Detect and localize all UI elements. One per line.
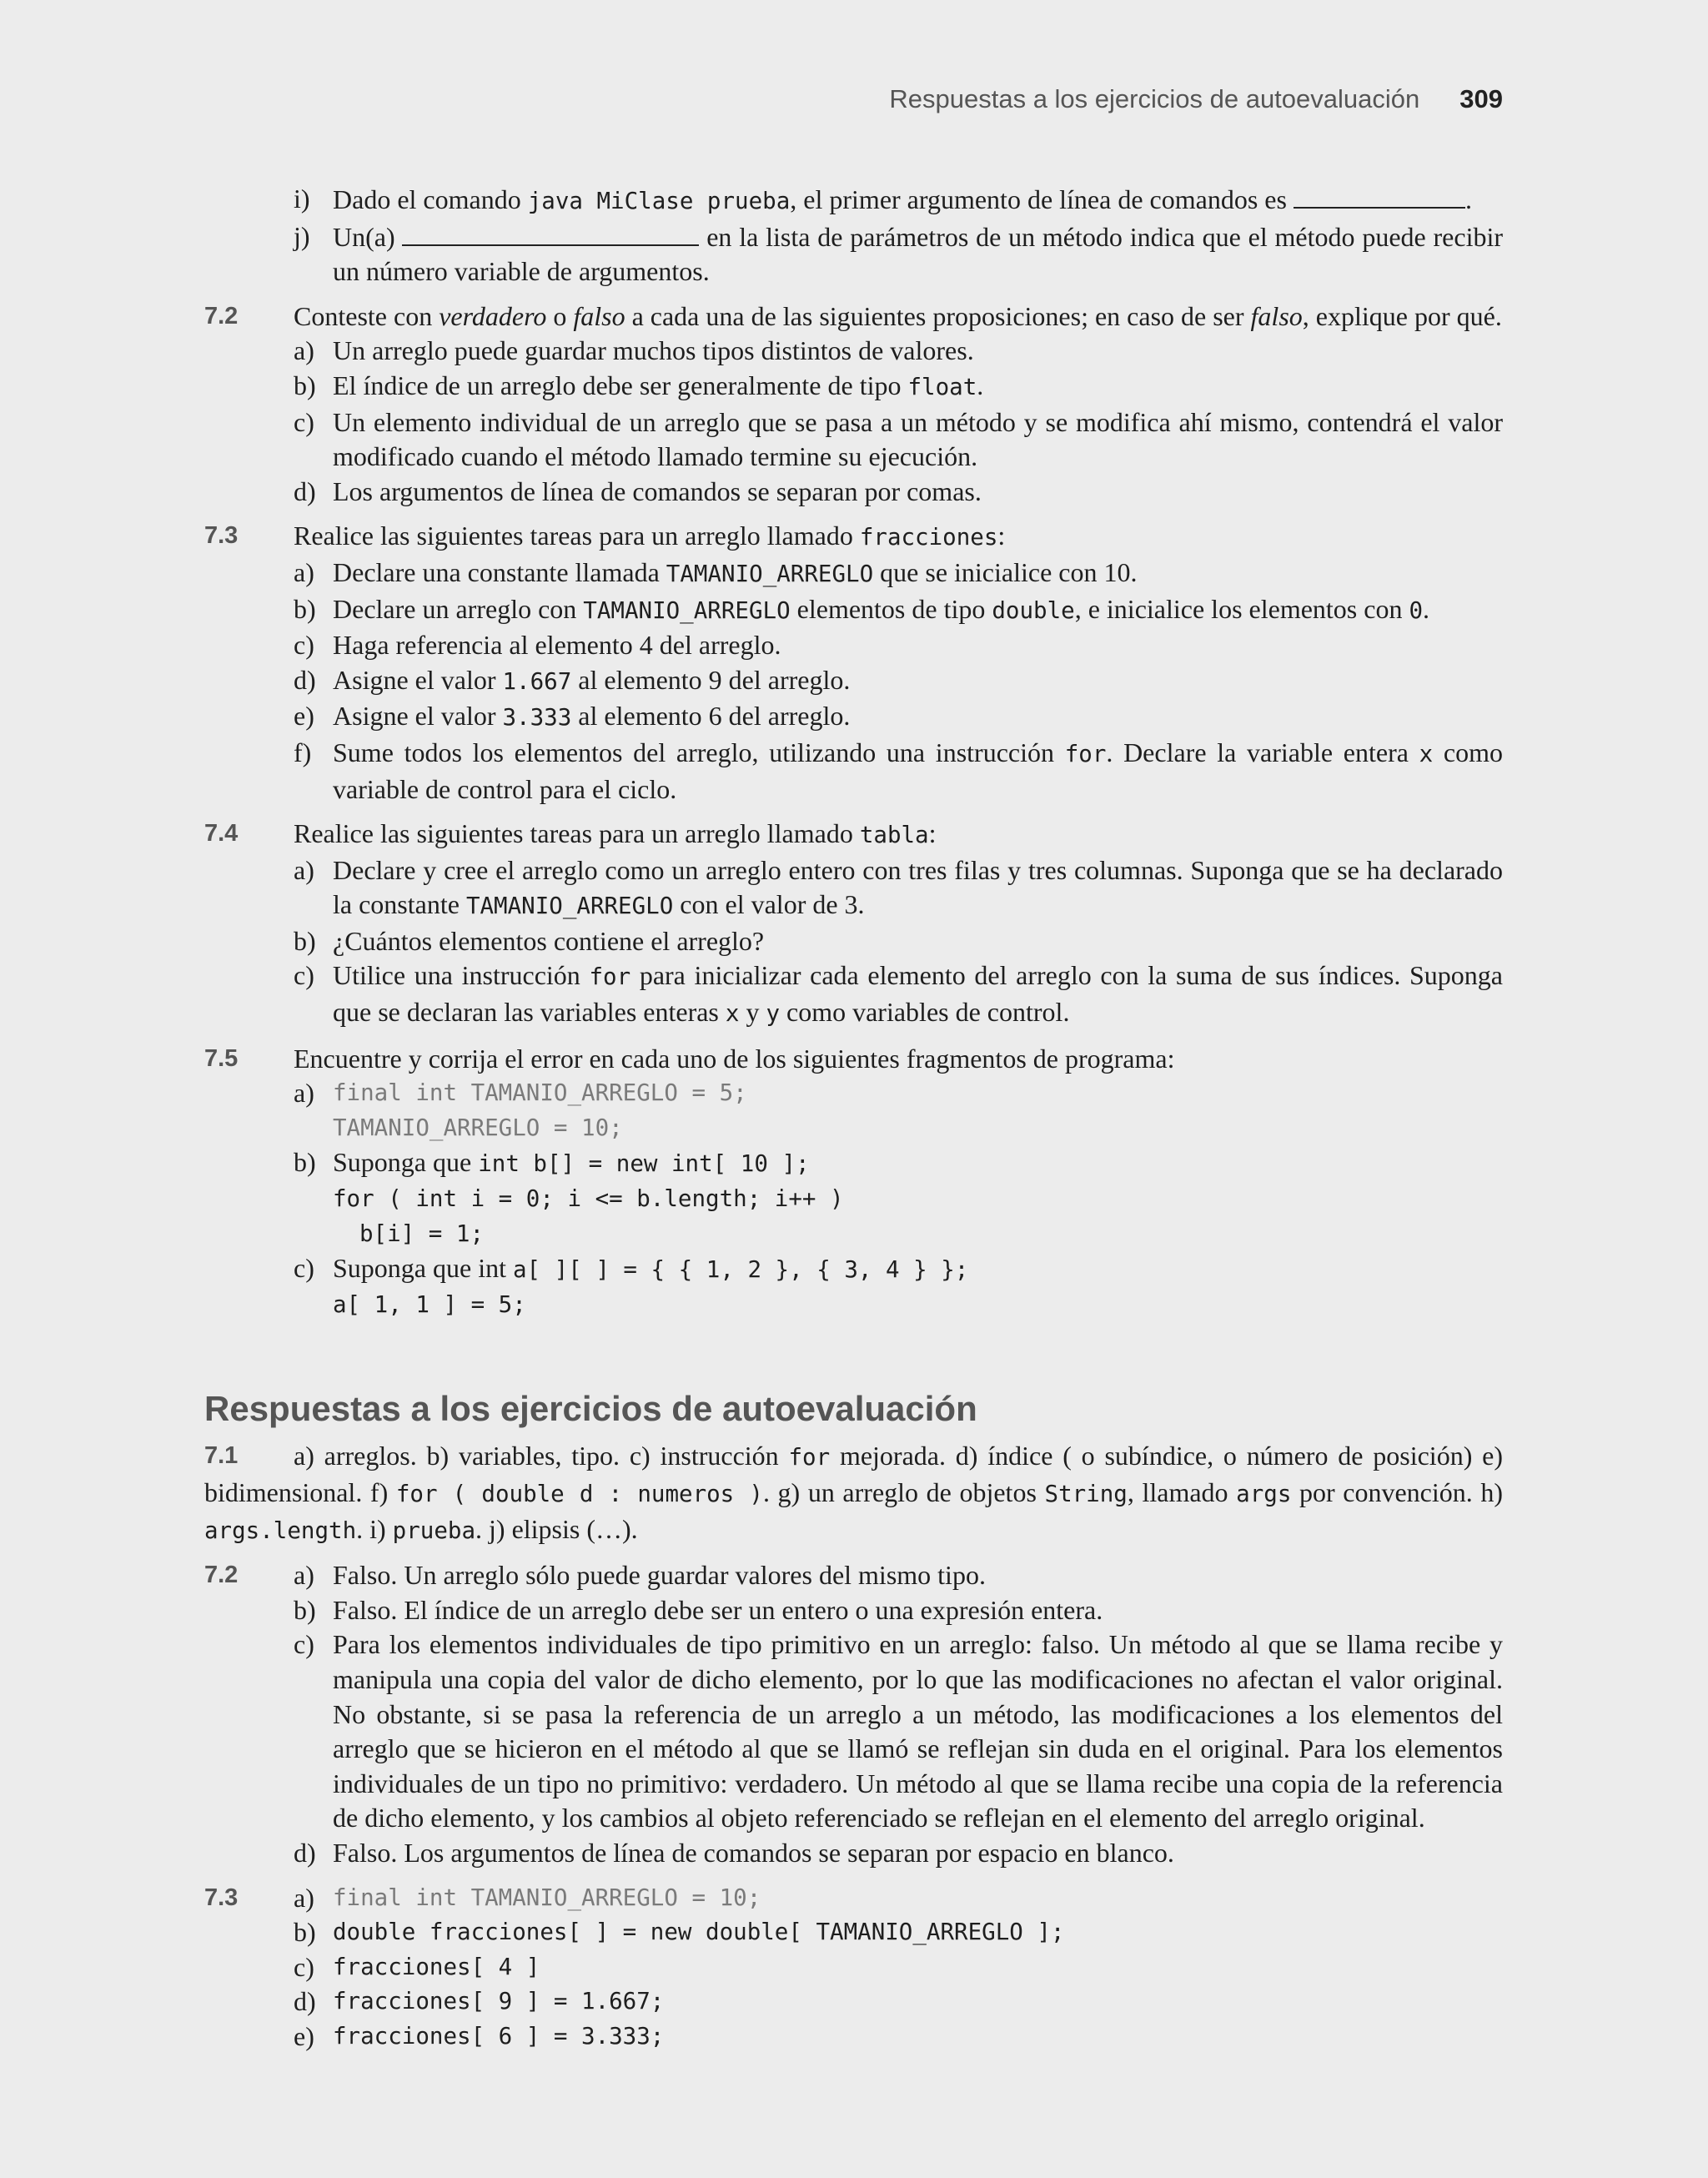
item-text: Falso. El índice de un arreglo debe ser un entero o una expresión entera. — [333, 1594, 1103, 1625]
exercise-number: 7.2 — [204, 302, 239, 329]
text-run: , el primer argumento de línea de comandos es — [790, 184, 1294, 214]
code-line: for ( int i = 0; i <= b.length; i++ ) — [333, 1185, 844, 1213]
exercise-prompt — [294, 817, 1503, 853]
item-label: b) — [294, 593, 316, 624]
exercise-number: 7.1 — [204, 1442, 239, 1470]
emphasis: falso — [1250, 300, 1303, 331]
answer-7-2 — [204, 1558, 1503, 1870]
answer-blank — [1294, 182, 1465, 209]
answer-item-c — [294, 1950, 1503, 1985]
text-run: y — [739, 997, 766, 1028]
answer-7-1 — [204, 1439, 1503, 1548]
text-run: Declare una constante llamada — [333, 556, 666, 587]
item-label: c) — [294, 960, 314, 991]
code-line: double fracciones[ ] = new double[ TAMANIO_ARREGLO ]; — [333, 1919, 1065, 1946]
item-label: a) — [294, 1560, 314, 1591]
text-run: . g) un arreglo de objetos — [762, 1477, 1045, 1507]
item-text: Haga referencia al elemento 4 del arreglo. — [333, 630, 781, 661]
item-text — [333, 219, 1503, 289]
text-run: Dado el comando — [333, 184, 528, 214]
item-label: d) — [294, 1837, 316, 1868]
exercise-item-a — [294, 1076, 1503, 1145]
exercise-number: 7.4 — [204, 820, 239, 848]
code-snippet: x — [725, 1000, 740, 1028]
text-run: Suponga que int — [333, 1253, 513, 1284]
code-snippet: tabla — [859, 822, 929, 849]
item-text — [333, 1145, 1503, 1251]
header-title: Respuestas a los ejercicios de autoevaluación — [889, 84, 1420, 113]
code-snippet: for — [589, 963, 631, 991]
item-label: a) — [294, 335, 314, 366]
answer-7-3 — [204, 1881, 1503, 2055]
code-snippet: for ( double d : numeros ) — [395, 1481, 763, 1507]
answer-item-a — [294, 1881, 1503, 1916]
text-run: en la lista de parámetros de un método indica que el método puede recibir un número variable de argumentos. — [333, 221, 1504, 287]
code-line: fracciones[ 9 ] = 1.667; — [333, 1988, 665, 2015]
exercise-item-c — [294, 1251, 1503, 1322]
answer-item-b — [294, 1593, 1503, 1628]
code-snippet: float — [907, 373, 977, 400]
item-text: Para los elementos individuales de tipo primitivo en un arreglo: falso. Un método al que se llama recibe y manipula una copia del valor de dicho elemento, por lo que las modificaciones no afectan el valor original. No obstante, si se pasa la referencia de un arreglo a un método, las modificaciones a los elementos del arreglo que se hicieron en el método al que se llamó se reflejan sin duda en el original. Para los elementos individuales de un tipo no primitivo: verdadero. Un método al que se llama recibe una copia de la referencia de dicho elemento, y los cambios al objeto referenciado se reflejan en el elemento del arreglo original. — [333, 1629, 1503, 1833]
text-run: Declare un arreglo con — [333, 593, 584, 624]
page-number: 309 — [1459, 84, 1503, 113]
item-text: Falso. Los argumentos de línea de comandos se separan por espacio en blanco. — [333, 1837, 1174, 1868]
code-line: b[i] = 1; — [359, 1220, 485, 1247]
exercise-item-d — [294, 475, 1503, 510]
exercise-item-b — [294, 592, 1503, 629]
text-run: Asigne el valor — [333, 701, 503, 732]
code-line: fracciones[ 6 ] = 3.333; — [333, 2022, 665, 2050]
code-snippet: TAMANIO_ARREGLO — [465, 893, 674, 920]
item-text — [333, 556, 1503, 592]
item-label: c) — [294, 1951, 314, 1982]
exercise-item-f — [294, 736, 1503, 807]
item-label: b) — [294, 1917, 316, 1948]
text-run: como variable de control para el ciclo. — [333, 737, 1504, 804]
code-snippet: x — [1419, 740, 1434, 767]
code-snippet: TAMANIO_ARREGLO — [583, 596, 791, 624]
item-label: i) — [294, 184, 310, 214]
code-snippet: 3.333 — [502, 704, 572, 732]
item-text: ¿Cuántos elementos contiene el arreglo? — [333, 925, 765, 956]
code-line: final int TAMANIO_ARREGLO = 10; — [333, 1884, 761, 1911]
exercise-number: 7.3 — [204, 522, 239, 550]
code-snippet: for — [1064, 740, 1107, 767]
code-snippet: args.length — [204, 1517, 357, 1544]
item-label: b) — [294, 1594, 316, 1625]
text-run: Declare y cree el arreglo como un arreglo entero con tres filas y tres columnas. Suponga que se ha declarado la constante — [333, 854, 1503, 920]
emphasis: falso — [573, 300, 625, 331]
exercise-7-1-continued — [204, 182, 1503, 289]
answer-item-e — [294, 2020, 1503, 2055]
code-snippet: for — [788, 1444, 831, 1471]
item-label: f) — [294, 737, 312, 767]
text-run: Asigne el valor — [333, 664, 503, 695]
item-label: b) — [294, 370, 316, 400]
item-label: e) — [294, 2020, 314, 2051]
item-label: d) — [294, 475, 316, 506]
text-run: . — [1423, 593, 1430, 624]
item-label: j) — [294, 220, 310, 251]
emphasis: verdadero — [439, 300, 547, 331]
item-label: b) — [294, 925, 316, 956]
item-text — [333, 1251, 1503, 1322]
exercise-item-d — [294, 663, 1503, 700]
code-snippet: a[ ][ ] = { { 1, 2 }, { 3, 4 } }; — [512, 1256, 969, 1284]
item-label: c) — [294, 406, 314, 437]
text-run: . i) — [356, 1513, 393, 1544]
exercise-item-a — [294, 853, 1503, 924]
text-run: Conteste con — [294, 300, 440, 331]
exercise-item-c — [294, 958, 1503, 1031]
item-label: c) — [294, 630, 314, 661]
text-run: . — [1464, 184, 1472, 214]
text-run: El índice de un arreglo debe ser generalmente de tipo — [333, 370, 908, 400]
exercise-item-c — [294, 405, 1503, 475]
code-line — [333, 1145, 1503, 1182]
item-label: d) — [294, 1986, 316, 2017]
running-header — [889, 82, 1503, 117]
code-snippet: args — [1236, 1481, 1292, 1507]
exercise-item-j — [294, 219, 1503, 289]
text-run: , llamado — [1127, 1477, 1237, 1507]
exercise-item-c — [294, 628, 1503, 663]
code-snippet: 1.667 — [502, 667, 572, 695]
item-text — [333, 736, 1503, 807]
item-label: a) — [294, 1078, 314, 1109]
exercise-number: 7.5 — [204, 1044, 239, 1072]
text-run: , e inicialice los elementos con — [1074, 593, 1409, 624]
exercise-number: 7.2 — [204, 1562, 239, 1589]
exercise-item-a — [294, 334, 1503, 369]
item-label: a) — [294, 854, 314, 885]
exercise-item-a — [294, 556, 1503, 592]
text-run: mejorada. d) índice ( o subíndice, o número de posición) e) bidimensional. f) — [204, 1441, 1504, 1507]
text-run: a cada una de las siguientes proposiciones; en caso de ser — [625, 300, 1251, 331]
item-text: Los argumentos de línea de comandos se separan por comas. — [333, 475, 982, 506]
exercise-7-3 — [204, 519, 1503, 807]
item-text — [333, 699, 1503, 736]
text-run: que se inicialice con 10. — [873, 556, 1138, 587]
exercise-number: 7.3 — [204, 1884, 239, 1911]
answer-item-d — [294, 1836, 1503, 1871]
text-run: Suponga que — [333, 1147, 479, 1178]
exercise-item-i — [294, 182, 1503, 219]
text-run: Un(a) — [333, 221, 403, 252]
text-run: . Declare la variable entera — [1106, 737, 1419, 767]
item-label: a) — [294, 556, 314, 587]
code-snippet: prueba — [392, 1517, 476, 1544]
item-label: c) — [294, 1629, 314, 1660]
answer-item-c — [294, 1627, 1503, 1836]
code-line: a[ 1, 1 ] = 5; — [333, 1290, 526, 1318]
exercise-item-b — [294, 1145, 1503, 1251]
code-line: final int TAMANIO_ARREGLO = 5; — [333, 1079, 747, 1107]
text-run: a) arreglos. b) variables, tipo. c) instrucción — [294, 1441, 789, 1471]
exercise-item-e — [294, 699, 1503, 736]
code-snippet: int b[] = new int[ 10 ]; — [478, 1150, 810, 1178]
item-label: c) — [294, 1253, 314, 1284]
text-run: con el valor de 3. — [673, 889, 865, 920]
code-snippet: 0 — [1409, 596, 1424, 624]
text-run: : — [928, 818, 937, 849]
item-text — [333, 663, 1503, 700]
item-label: a) — [294, 1882, 314, 1913]
code-snippet: TAMANIO_ARREGLO — [666, 560, 874, 587]
code-snippet: fracciones — [859, 524, 998, 551]
item-text — [333, 592, 1503, 629]
text-run: al elemento 6 del arreglo. — [571, 701, 851, 732]
page-body — [204, 182, 1503, 2065]
exercise-7-4 — [204, 817, 1503, 1032]
text-run: . j) elipsis (…). — [475, 1513, 638, 1544]
answers-section-title: Respuestas a los ejercicios de autoevaluación — [204, 1389, 977, 1429]
code-snippet: double — [992, 596, 1075, 624]
text-run: como variables de control. — [780, 997, 1070, 1028]
item-text — [333, 853, 1503, 924]
item-text — [333, 182, 1503, 219]
answer-blank — [402, 219, 699, 246]
item-label: b) — [294, 1147, 316, 1178]
item-text: Un arreglo puede guardar muchos tipos distintos de valores. — [333, 335, 974, 366]
text-run: Sume todos los elementos del arreglo, utilizando una instrucción — [333, 737, 1065, 767]
text-run: elementos de tipo — [790, 593, 992, 624]
item-text — [333, 1076, 1503, 1145]
exercise-item-b — [294, 369, 1503, 405]
code-snippet: String — [1044, 1481, 1128, 1507]
text-run: , explique por qué. — [1302, 300, 1502, 331]
item-text: Falso. Un arreglo sólo puede guardar valores del mismo tipo. — [333, 1560, 986, 1591]
exercise-7-2 — [204, 299, 1503, 510]
text-run: : — [997, 521, 1006, 551]
code-line: fracciones[ 4 ] — [333, 1953, 540, 1980]
text-run: para inicializar cada elemento del arreglo con la suma de sus índices. Suponga que se declaran las variables enteras — [333, 960, 1504, 1028]
text-run: por convención. h) — [1291, 1477, 1504, 1507]
item-text: Un elemento individual de un arreglo que se pasa a un método y se modifica ahí mismo, contendrá el valor modificado cuando el método llamado termine su ejecución. — [333, 406, 1503, 472]
exercise-item-b — [294, 924, 1503, 959]
code-snippet: y — [766, 1000, 780, 1028]
text-run: al elemento 9 del arreglo. — [571, 664, 851, 695]
code-line: TAMANIO_ARREGLO = 10; — [333, 1114, 623, 1141]
item-text — [333, 958, 1503, 1031]
item-label: d) — [294, 664, 316, 695]
text-run: Utilice una instrucción — [333, 960, 590, 991]
answer-item-a — [294, 1558, 1503, 1593]
code-snippet: java MiClase prueba — [527, 188, 791, 214]
item-text — [333, 369, 1503, 405]
answer-item-d — [294, 1984, 1503, 2020]
code-line — [333, 1251, 1503, 1288]
item-label: e) — [294, 701, 314, 732]
text-run: . — [977, 370, 984, 400]
exercise-7-5 — [204, 1042, 1503, 1323]
text-run: Realice las siguientes tareas para un arreglo llamado — [294, 818, 860, 849]
exercise-prompt — [294, 299, 1503, 334]
exercise-prompt: Encuentre y corrija el error en cada uno de los siguientes fragmentos de programa: — [294, 1043, 1175, 1074]
answer-item-b — [294, 1915, 1503, 1950]
text-run: Realice las siguientes tareas para un arreglo llamado — [294, 521, 860, 551]
exercise-prompt — [294, 519, 1503, 556]
text-run: o — [546, 300, 574, 331]
